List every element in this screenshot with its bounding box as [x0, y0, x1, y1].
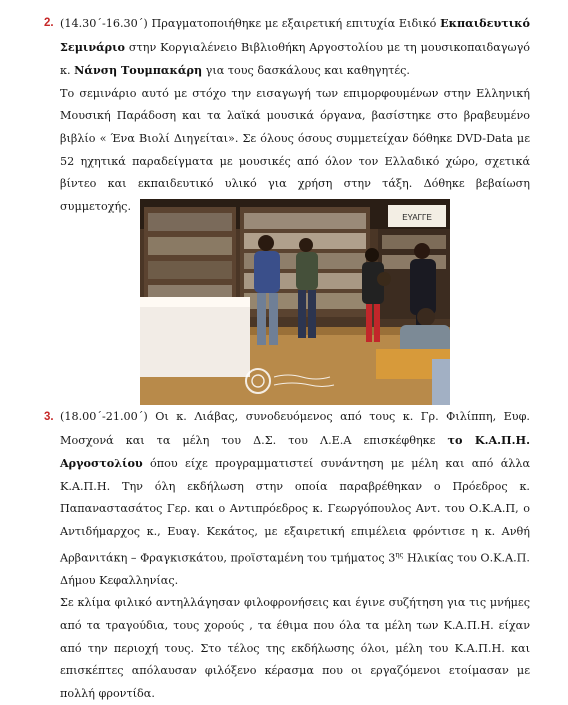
time-range: (18.00΄-21.00΄)	[60, 410, 148, 423]
item-number: 3.	[44, 411, 54, 423]
superscript: ης	[395, 550, 404, 559]
time-range: (14.30΄-16.30΄)	[60, 17, 148, 30]
item-lead-paragraph	[60, 406, 530, 592]
venue-name: το Κ.Α.Π.Η. Αργοστολίου	[60, 432, 530, 471]
lead-text: όπου είχε προγραμματιστεί συνάντηση με μέλη και από άλλα Κ.Α.Π.Η. Την όλη εκδήλωση στην οποία παραβρέθηκαν ο Πρόεδρος κ. Παπαναστασάτος Γερ. και ο Αντιπρόεδρος κ. Γεωργόπουλος Αντ. του Ο.Κ.Α.Π, ο Αντιδήμαρχος κ., Ευαγ. Κεκάτος, με εξαιρετική επιμέλεια φρόντισε η κ. Ανθή Αρβανιτάκη – Φραγκισκάτου, προϊσταμένη του τμήματος 3	[60, 457, 530, 565]
lead-text: Οι κ. Λιάβας, συνοδευόμενος από τους κ. Γρ. Φιλίππη, Ευφ. Μοσχονά και τα μέλη του Δ.Σ. του Λ.Ε.Α επισκέφθηκε	[60, 410, 530, 447]
lead-text: για τους δασκάλους και καθηγητές.	[202, 64, 410, 78]
list-item-3	[44, 406, 530, 705]
photo-illustration	[140, 199, 450, 405]
seminar-title: Εκπαιδευτικό Σεμινάριο	[60, 16, 530, 54]
lead-text: στην Κοργιαλένειο Βιβλιοθήκη Αργοστολίου με τη μουσικοπαιδαγωγό κ.	[60, 40, 530, 78]
item-number: 2.	[44, 17, 54, 29]
sign-text: ΕΥΑΓΓΕ	[402, 213, 432, 222]
lead-text: Ηλικίας του Ο.Κ.Α.Π. Δήμου Κεφαλληνίας.	[60, 551, 530, 587]
teacher-name: Νάνση Τουμπακάρη	[74, 63, 203, 78]
lead-text: Πραγματοποιήθηκε με εξαιρετική επιτυχία Ειδικό	[147, 17, 441, 30]
event-photo	[140, 199, 450, 405]
list-item-2	[44, 12, 530, 218]
item-lead-paragraph	[60, 12, 530, 83]
item-body-paragraph: Σε κλίμα φιλικό αντηλλάγησαν φιλοφρονήσεις και έγινε συζήτηση για τις μνήμες από τα τραγούδια, τους χορούς , τα έθιμα που όλα τα μέλη των Κ.Α.Π.Η. είχαν από την περιοχή τους. Στο τέλος της εκδήλωσης όλοι, μέλη του Κ.Α.Π.Η. και επισκέπτες απόλαυσαν φιλόξενο κέρασμα που οι εργαζόμενοι ετοίμασαν με πολλή φροντίδα.	[60, 596, 530, 700]
item-body-paragraph: Το σεμινάριο αυτό με στόχο την εισαγωγή των επιμορφουμένων στην Ελληνική Μουσική Παράδοση και τα λαϊκά μουσικά όργανα, βασίστηκε στο βραβευμένο βιβλίο « Ένα Βιολί Διηγείται». Σε όλους όσους συμμετείχαν δόθηκε DVD-Data με 52 ηχητικά παραδείγματα με μουσικές από όλον τον Ελλαδικό χώρο, σχετικά βίντεο και εκπαιδευτικό υλικό για χρήση στην τάξη. Δόθηκε βεβαίωση συμμετοχής.	[60, 86, 530, 213]
